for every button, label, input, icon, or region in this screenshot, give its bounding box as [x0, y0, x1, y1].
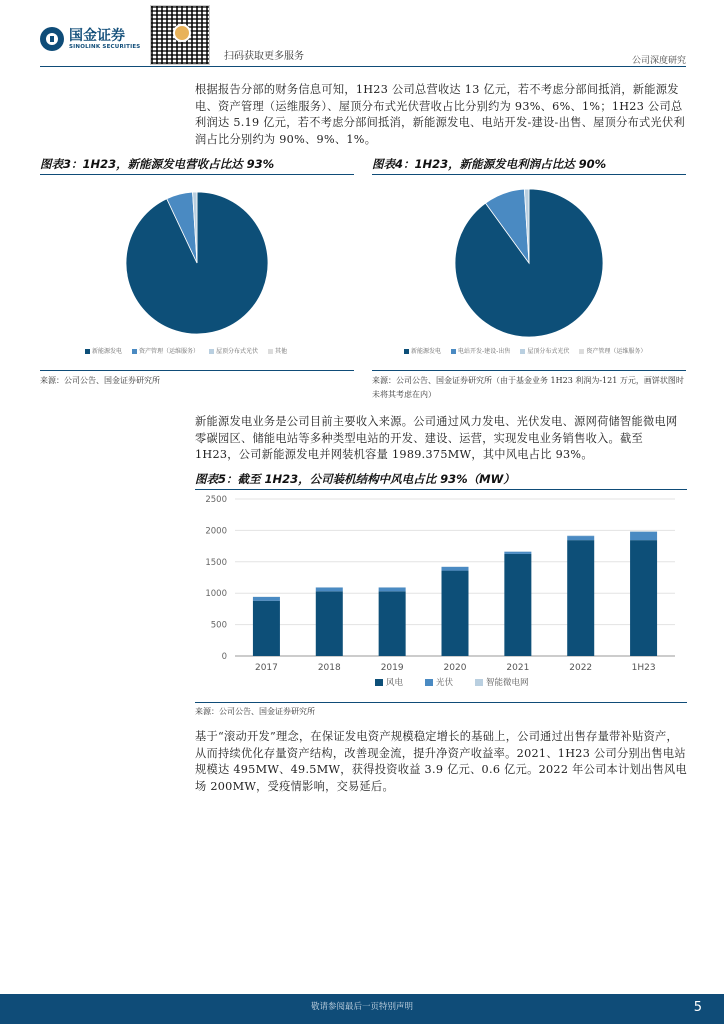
revenue-pie-chart — [40, 178, 354, 346]
x-tick-label: 2021 — [506, 663, 530, 673]
qr-code-icon — [150, 5, 210, 65]
logo-chinese-name: 国金证券 — [69, 27, 125, 44]
bar-segment — [504, 552, 531, 554]
legend-swatch — [475, 679, 483, 686]
bar-segment — [442, 571, 469, 656]
figure-3-title-rule — [40, 174, 354, 175]
bar-segment — [504, 551, 531, 552]
bar-segment — [253, 601, 280, 656]
legend-label: 风电 — [386, 678, 404, 688]
y-tick-label: 2000 — [205, 526, 227, 537]
bar-segment — [567, 540, 594, 656]
page-number: 5 — [693, 1000, 702, 1015]
profit-pie-legend — [404, 346, 646, 355]
figure-5-bottom-rule — [195, 702, 687, 703]
qr-caption: 扫码获取更多服务 — [224, 51, 304, 62]
figure-5-title: 图表5：截至 1H23，公司装机结构中风电占比 93%（MW） — [195, 472, 515, 486]
header-divider — [40, 66, 686, 67]
footer-disclaimer: 敬请参阅最后一页特别声明 — [310, 1002, 413, 1012]
revenue-pie-legend — [85, 346, 287, 355]
y-tick-label: 1000 — [205, 589, 227, 600]
figure-3-source: 来源：公司公告、国金证券研究所 — [40, 376, 160, 385]
figure-4-title: 图表4：1H23，新能源发电利润占比达 90% — [372, 157, 607, 171]
page-header — [0, 0, 724, 68]
bar-segment — [630, 540, 657, 656]
capacity-bar-chart — [195, 490, 687, 702]
legend-item: 其他 — [275, 348, 288, 355]
bar-segment — [379, 591, 406, 656]
company-logo — [40, 27, 140, 51]
x-tick-label: 1H23 — [631, 663, 656, 673]
logo-english-name: SINOLINK SECURITIES — [69, 43, 141, 50]
legend-item: 屋顶分布式光伏 — [527, 348, 570, 355]
bar-segment — [567, 536, 594, 540]
y-tick-label: 500 — [210, 620, 227, 631]
figure-3-title: 图表3：1H23，新能源发电营收占比达 93% — [40, 157, 275, 171]
bar-segment — [442, 567, 469, 571]
legend-item: 电站开发-建设-出售 — [458, 348, 511, 355]
x-tick-label: 2018 — [317, 663, 341, 673]
x-tick-label: 2019 — [380, 663, 404, 673]
legend-item: 新能源发电 — [411, 348, 442, 355]
bar-segment — [316, 588, 343, 592]
figure-4-bottom-rule — [372, 370, 686, 371]
bar-segment — [567, 535, 594, 536]
legend-item: 资产管理（运维服务） — [586, 348, 647, 355]
bar-segment — [316, 591, 343, 656]
legend-item: 新能源发电 — [92, 348, 123, 355]
legend-item: 屋顶分布式光伏 — [216, 348, 259, 355]
figure-5-source: 来源：公司公告、国金证券研究所 — [195, 707, 315, 716]
bar-segment — [379, 588, 406, 592]
profit-pie-chart — [372, 178, 686, 346]
x-tick-label: 2022 — [569, 663, 593, 673]
logo-mark-icon — [40, 27, 64, 51]
bar-segment — [630, 531, 657, 532]
figure-4-source: 来源：公司公告、国金证券研究所（由于基金业务 1H23 利润为-121 万元，画饼状图时未将其考虑在内） — [372, 376, 684, 399]
bar-segment — [253, 597, 280, 601]
y-tick-label: 2500 — [205, 495, 227, 505]
paragraph-segment-financials: 根据报告分部的财务信息可知，1H23 公司总营收达 13 亿元，若不考虑分部间抵消，新能源发电、资产管理（运维服务）、屋顶分布式光伏营收占比分别约为 93%、6%、1%；1H23 公司总利润达 5.19 亿元，若不考虑分部间抵消，新能源发电、电站开发-建设-出售、屋顶分布式光伏利润占比分别约为 90%、9%、1%。 — [195, 83, 685, 146]
y-tick-label: 1500 — [205, 557, 227, 568]
x-tick-label: 2017 — [254, 663, 278, 673]
legend-swatch — [425, 679, 433, 686]
x-tick-label: 2020 — [443, 663, 467, 673]
figure-4-title-rule — [372, 174, 686, 175]
y-tick-label: 0 — [221, 652, 227, 662]
legend-label: 光伏 — [436, 678, 454, 688]
report-type: 公司深度研究 — [631, 56, 686, 66]
bar-segment — [630, 532, 657, 540]
legend-item: 资产管理（运维服务） — [139, 348, 200, 355]
figure-3-bottom-rule — [40, 370, 354, 371]
legend-swatch — [375, 679, 383, 686]
paragraph-power-business: 新能源发电业务是公司目前主要收入来源。公司通过风力发电、光伏发电、源网荷储智能微电网零碳园区、储能电站等多种类型电站的开发、建设、运营，实现发电业务销售收入。截至 1H23，公司新能源发电并网装机容量 1989.375MW，其中风电占比 93%。 — [195, 415, 678, 462]
legend-label: 智能微电网 — [486, 678, 529, 688]
paragraph-rolling-development: 基于“滚动开发”理念，在保证发电资产规模稳定增长的基础上，公司通过出售存量带补贴资产，从而持续优化存量资产结构，改善现金流，提升净资产收益率。2021、1H23 公司分别出售电站规模达 495MW、49.5MW，获得投资收益 3.9 亿元、0.6 亿元。2022 年公司本计划出售风电场 200MW，受疫情影响，交易延后。 — [195, 730, 687, 793]
bar-segment — [504, 554, 531, 656]
